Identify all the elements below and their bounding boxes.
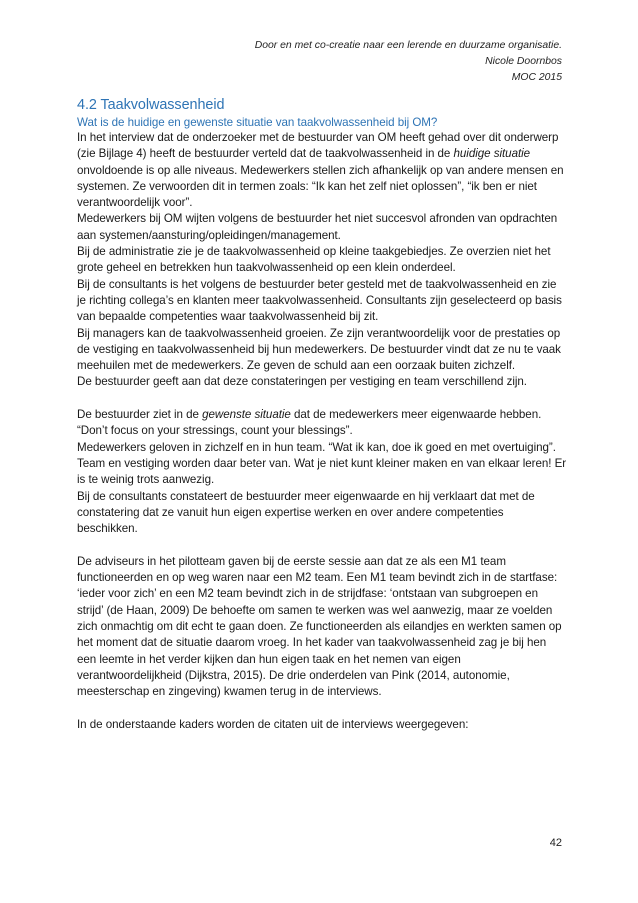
- paragraph-administration: Bij de administratie zie je de taakvolwassenheid op kleine taakgebiedjes. Ze overzien niet het grote geheel en betrekken hun taakvolwassenheid op een klein onderdeel.: [77, 245, 551, 275]
- header-title: Door en met co-creatie naar een lerende en duurzame organisatie.: [254, 40, 562, 51]
- paragraph-consultants: Bij de consultants is het volgens de bestuurder beter gesteld met de taakvolwassenheid en zie je richting collega’s en klanten meer taakvolwassenheid. Consultants zijn geselecteerd op basis van bepaalde competenties waar taakvolwassenheid bij zit.: [77, 277, 562, 324]
- paragraph-text: De bestuurder ziet in de: [77, 408, 203, 422]
- paragraph-quote: “Don’t focus on your stressings, count your blessings”.: [77, 424, 353, 438]
- paragraph-employees: Medewerkers bij OM wijten volgens de bestuurder het niet succesvol afronden van opdrachten aan systemen/aansturing/opleidingen/management.: [77, 212, 558, 242]
- header-course: MOC 2015: [511, 72, 562, 84]
- page-number: 42: [549, 837, 562, 849]
- paragraph-spacer: [77, 391, 567, 407]
- section-subheading: Wat is de huidige en gewenste situatie van taakvolwassenheid bij OM?: [77, 116, 438, 129]
- page-content: [77, 96, 567, 733]
- paragraph-text: In het interview dat de onderzoeker met de bestuurder van OM heeft gehad over dit onderwerp (zie Bijlage 4) heeft de bestuurder verteld dat de taakvolwassenheid in de: [77, 131, 559, 161]
- paragraph-spacer: [77, 700, 567, 716]
- paragraph-managers: Bij managers kan de taakvolwassenheid groeien. Ze zijn verantwoordelijk voor de prestaties op de vestiging en taakvolwassenheid bij hun medewerkers. De bestuurder vindt dat ze nu te vaak meehuilen met de medewerkers. Ze geven de schuld aan een oorzaak buiten zichzelf.: [77, 326, 561, 373]
- paragraph-spacer: [77, 537, 567, 553]
- paragraph-text: dat de medewerkers meer eigenwaarde hebben.: [290, 408, 542, 422]
- header-author: Nicole Doornbos: [485, 56, 562, 68]
- paragraph-current-situation: [77, 130, 567, 211]
- emphasis-desired-situation: gewenste situatie: [202, 408, 291, 422]
- paragraph-intro-quotes: In de onderstaande kaders worden de citaten uit de interviews weergegeven:: [77, 717, 469, 731]
- paragraph-consultants-self-worth: Bij de consultants constateert de bestuurder meer eigenwaarde en hij verklaart dat met de constatering dat ze vanuit hun eigen expertise werken en over andere competenties beschikken.: [77, 489, 535, 536]
- paragraph-differences: De bestuurder geeft aan dat deze constateringen per vestiging en team verschillend zijn.: [77, 375, 527, 389]
- emphasis-current-situation: huidige situatie: [453, 147, 531, 161]
- section-heading: 4.2 Taakvolwassenheid: [77, 97, 225, 113]
- paragraph-desired-situation: [77, 407, 567, 423]
- paragraph-text: onvoldoende is op alle niveaus. Medewerkers stellen zich afhankelijk op van andere mensen en systemen. Ze verwoorden dit in termen zoals: “Ik kan het zelf niet oplossen”, “ik ben er niet verantwoordelijk voor”.: [77, 163, 564, 210]
- paragraph-self-belief: Medewerkers geloven in zichzelf en in hun team. “Wat ik kan, doe ik goed en met overtuiging”. Team en vestiging worden daar beter van. Wat je niet kunt kleiner maken en van elkaar leren! Er is te weinig trots aanwezig.: [77, 440, 567, 487]
- paragraph-pilot-team: De adviseurs in het pilotteam gaven bij de eerste sessie aan dat ze als een M1 team functioneerden en op weg waren naar een M2 team. Een M1 team bevindt zich in de startfase: ‘ieder voor zich’ en een M2 team bevindt zich in de strijdfase: ‘ontstaan van subgroepen en strijd’ (de Haan, 2009) De behoefte om samen te werken was wel aanwezig, maar ze voelden zich onmachtig om dit echt te gaan doen. Ze functioneerden als eilandjes en werkten samen op het moment dat de situatie daarom vroeg. In het kader van taakvolwassenheid zag je bij hen een leemte in het verder kijken dan hun eigen taak en het nemen van eigen verantwoordelijkheid (Dijkstra, 2015). De drie onderdelen van Pink (2014, autonomie, meesterschap en zingeving) kwamen terug in de interviews.: [77, 554, 562, 699]
- running-header: [255, 38, 562, 87]
